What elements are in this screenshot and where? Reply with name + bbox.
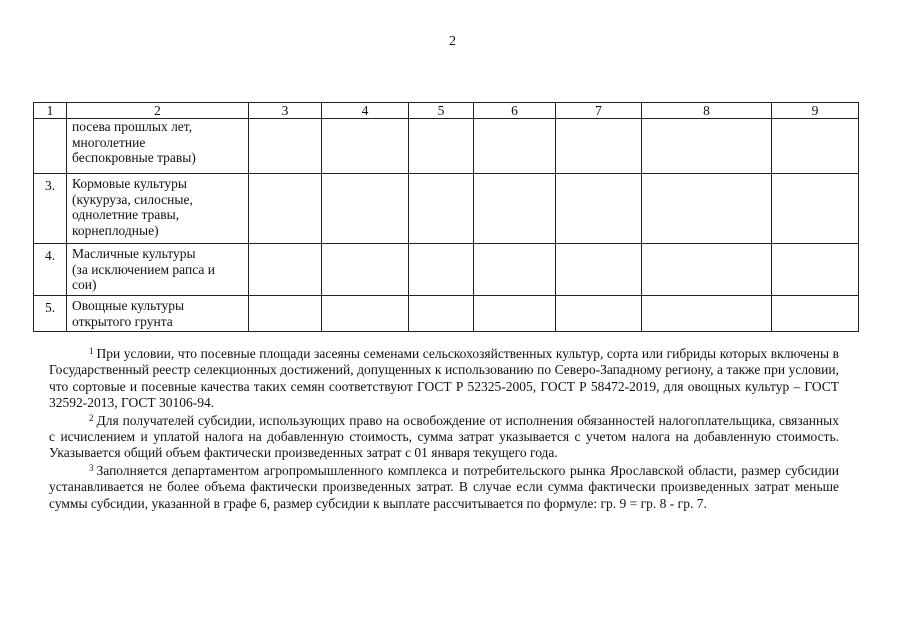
column-header: 3 (249, 103, 322, 119)
empty-cell (409, 119, 474, 174)
crops-table (33, 102, 859, 332)
empty-cell (409, 244, 474, 296)
page-number: 2 (449, 34, 456, 49)
empty-cell (556, 119, 642, 174)
table-row (34, 244, 859, 296)
empty-cell (322, 244, 409, 296)
column-header: 6 (474, 103, 556, 119)
empty-cell (642, 296, 772, 332)
crop-name-line: Масличные культуры (72, 246, 196, 261)
empty-cell (474, 296, 556, 332)
table-header-row (34, 103, 859, 119)
crop-name-line: однолетние травы, (72, 207, 180, 223)
empty-cell (409, 174, 474, 244)
empty-cell (772, 296, 859, 332)
row-number (34, 119, 67, 174)
empty-cell (642, 244, 772, 296)
empty-cell (249, 174, 322, 244)
column-header: 9 (772, 103, 859, 119)
column-header: 8 (642, 103, 772, 119)
empty-cell (474, 119, 556, 174)
empty-cell (556, 296, 642, 332)
crop-name-line: (за исключением рапса и (72, 261, 215, 277)
column-header: 5 (409, 103, 474, 119)
crop-name-line: беспокровные травы) (72, 150, 196, 166)
empty-cell (322, 119, 409, 174)
footnote-mark: 3 (89, 462, 94, 473)
footnotes (49, 346, 839, 513)
table-row (34, 296, 859, 332)
empty-cell (772, 244, 859, 296)
crop-name-line: сои) (72, 277, 97, 293)
crop-name-cell (67, 296, 249, 332)
empty-cell (249, 244, 322, 296)
row-number: 4. (34, 244, 67, 296)
empty-cell (322, 296, 409, 332)
row-number: 3. (34, 174, 67, 244)
crop-name-line: открытого грунта (72, 313, 173, 329)
crop-name-line: многолетние (72, 134, 146, 150)
footnote-mark: 2 (89, 412, 94, 423)
footnote-text: Заполняется департаментом агропромышленного комплекса и потребительского рынка Ярославской области, размер субсидии устанавливается не более объема фактически произведенных затрат. В случае если сумма фактически произведенных затрат меньше суммы субсидии, указанной в графе 6, размер субсидии к выплате рассчитывается по формуле: гр. 9 = гр. 8 - гр. 7. (49, 462, 839, 511)
crop-name-cell (67, 174, 249, 244)
table-row (34, 174, 859, 244)
empty-cell (249, 119, 322, 174)
crop-name-cell (67, 119, 249, 174)
crop-name-cell (67, 244, 249, 296)
footnote (49, 346, 839, 412)
column-header: 1 (34, 103, 67, 119)
empty-cell (642, 119, 772, 174)
crop-name-line: корнеплодные) (72, 222, 159, 238)
footnote-text: При условии, что посевные площади засеяны семенами сельскохозяйственных культур, сорта или гибриды которых включены в Государственный реестр селекционных достижений, допущенных к использованию по Северо-Западному региону, а также при условии, что сортовые и посевные качества таких семян соответствуют ГОСТ Р 52325-2005, ГОСТ Р 58472-2019, для овощных культур – ГОСТ 32592-2013, ГОСТ 30106-94. (49, 346, 839, 411)
empty-cell (409, 296, 474, 332)
table-row (34, 119, 859, 174)
footnote-mark: 1 (89, 346, 94, 356)
column-header: 4 (322, 103, 409, 119)
row-number: 5. (34, 296, 67, 332)
crop-name-line: (кукуруза, силосные, (72, 191, 193, 207)
empty-cell (249, 296, 322, 332)
column-header: 2 (67, 103, 249, 119)
column-header: 7 (556, 103, 642, 119)
crop-name-line: посева прошлых лет, (72, 119, 193, 134)
empty-cell (772, 119, 859, 174)
empty-cell (772, 174, 859, 244)
empty-cell (322, 174, 409, 244)
empty-cell (556, 244, 642, 296)
crop-name-line: Овощные культуры (72, 298, 185, 313)
empty-cell (642, 174, 772, 244)
empty-cell (556, 174, 642, 244)
footnote-text: Для получателей субсидии, использующих право на освобождение от исполнения обязанностей налогоплательщика, связанных с исчислением и уплатой налога на добавленную стоимость, сумма затрат указывается с учетом налога на добавленную стоимость. Указывается общий объем фактически произведенных затрат с 01 января текущего года. (49, 412, 839, 461)
footnote (49, 413, 839, 462)
footnote (49, 463, 839, 512)
empty-cell (474, 244, 556, 296)
crop-name-line: Кормовые культуры (72, 176, 187, 191)
empty-cell (474, 174, 556, 244)
